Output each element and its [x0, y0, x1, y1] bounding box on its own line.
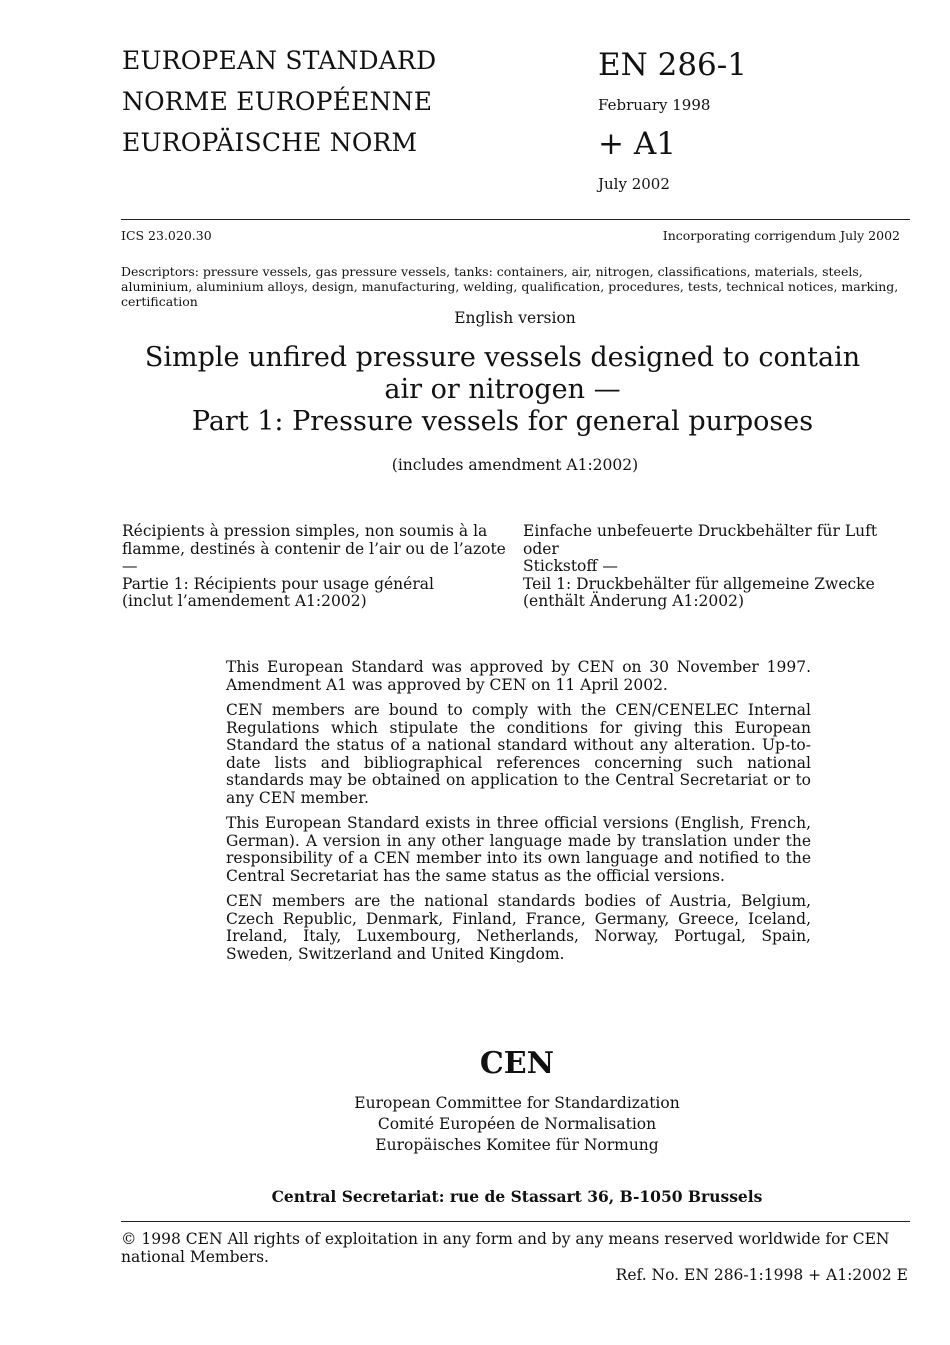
french-line: flamme, destinés à contenir de l’air ou de l’azote —: [122, 539, 506, 575]
title-line-1: Simple unfired pressure vessels designed to contain: [144, 342, 861, 373]
organization-names: [0, 1093, 950, 1156]
reference-number: Ref. No. EN 286-1:1998 + A1:2002 E: [615, 1266, 908, 1284]
title-french: NORME EUROPÉENNE: [122, 87, 433, 116]
body-paragraph: CEN members are bound to comply with the CEN/CENELEC Internal Regulations which stipulate the conditions for giving this European Standard the status of a national standard without any alteration. Up-to-date lists and bibliographical references concerning such national standards may be obtained on application to the Central Secretariat or to any CEN member.: [226, 701, 811, 807]
corrigendum-note: Incorporating corrigendum July 2002: [662, 228, 900, 243]
document-title: [0, 342, 950, 438]
title-translation-french: [122, 523, 512, 611]
organization-name-de: Europäisches Komitee für Normung: [375, 1136, 659, 1154]
header-divider: [121, 219, 910, 220]
version-label: English version: [454, 309, 576, 327]
body-paragraph: This European Standard exists in three official versions (English, French, German). A version in any other language made by translation under the responsibility of a CEN member into its own language and notified to the Central Secretariat has the same status as the official versions.: [226, 814, 811, 885]
organization-name-fr: Comité Européen de Normalisation: [377, 1115, 657, 1133]
standard-number: EN 286-1: [598, 47, 747, 83]
french-line: Partie 1: Récipients pour usage général: [122, 574, 434, 593]
body-paragraph: This European Standard was approved by CEN on 30 November 1997. Amendment A1 was approved by CEN on 11 April 2002.: [226, 658, 811, 694]
body-paragraph: CEN members are the national standards bodies of Austria, Belgium, Czech Republic, Denmark, Finland, France, Germany, Greece, Iceland, Ireland, Italy, Luxembourg, Netherlands, Norway, Portugal, Spain, Sweden, Switzerland and United Kingdom.: [226, 892, 811, 963]
ics-code: ICS 23.020.30: [121, 228, 212, 243]
french-line: (inclut l’amendement A1:2002): [122, 592, 367, 610]
descriptors: Descriptors: pressure vessels, gas pressure vessels, tanks: containers, air, nitrogen, classifications, materials, steels, aluminium, aluminium alloys, design, manufacturing, welding, qualification, procedures, tests, technical notices, marking, certification: [121, 264, 899, 309]
approval-text: [226, 659, 811, 971]
title-line-2: air or nitrogen —: [384, 374, 621, 405]
french-line: Récipients à pression simples, non soumis à la: [122, 522, 488, 540]
standard-date: February 1998: [598, 96, 711, 114]
german-line: (enthält Änderung A1:2002): [523, 592, 745, 610]
organization-name-en: European Committee for Standardization: [354, 1094, 680, 1112]
amendment-note: (includes amendment A1:2002): [391, 456, 639, 474]
footer-divider: [121, 1221, 910, 1222]
title-line-3: Part 1: Pressure vessels for general purposes: [191, 406, 814, 437]
title-german: EUROPÄISCHE NORM: [122, 128, 418, 157]
amendment-label: + A1: [598, 126, 676, 162]
german-line: Teil 1: Druckbehälter für allgemeine Zwecke: [523, 574, 875, 593]
title-english: EUROPEAN STANDARD: [122, 46, 437, 75]
title-translation-german: [523, 523, 913, 611]
german-line: Einfache unbefeuerte Druckbehälter für Luft oder: [523, 522, 878, 558]
secretariat-address: Central Secretariat: rue de Stassart 36, B-1050 Brussels: [271, 1187, 763, 1206]
cen-logo: CEN: [479, 1046, 555, 1081]
copyright-notice: © 1998 CEN All rights of exploitation in any form and by any means reserved worldwide for CEN national Members.: [121, 1230, 890, 1266]
amendment-date: July 2002: [598, 175, 670, 193]
german-line: Stickstoff —: [523, 557, 618, 575]
